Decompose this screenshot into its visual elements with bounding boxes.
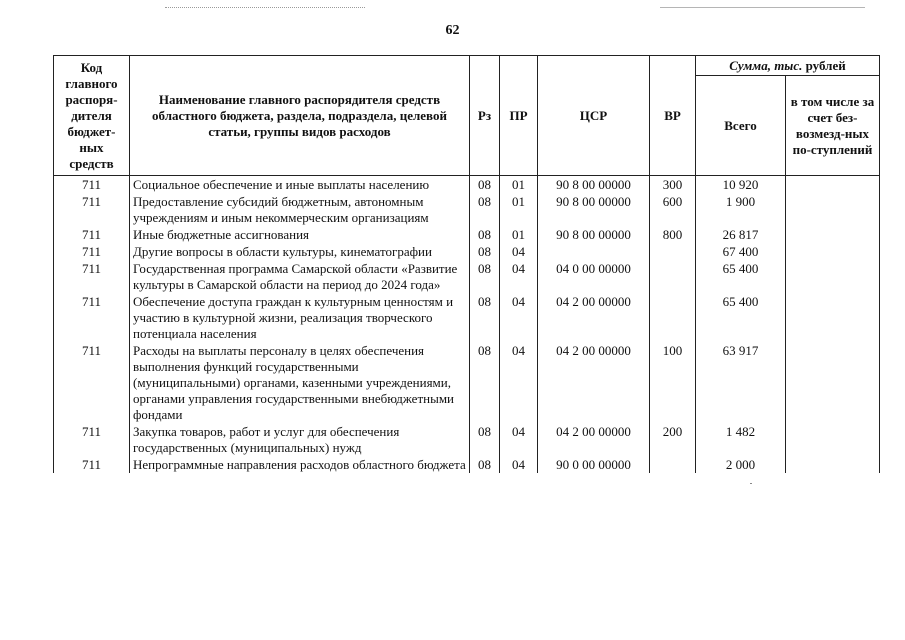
cell-name: Другие вопросы в области культуры, кинематографии (130, 243, 470, 260)
header-code: Код главного распоря-дителя бюджет-ных средств (54, 56, 130, 176)
cell-vr: 300 (650, 176, 696, 194)
cell-pr: 01 (500, 193, 538, 226)
cell-incl (786, 260, 880, 293)
cell-csr: 90 8 00 00000 (538, 193, 650, 226)
cell-total: 26 817 (696, 226, 786, 243)
cell-name: Иные бюджетные ассигнования (130, 226, 470, 243)
cell-pr: 04 (500, 260, 538, 293)
cell-pr: 04 (500, 342, 538, 423)
header-csr: ЦСР (538, 56, 650, 176)
cell-pr: 01 (500, 226, 538, 243)
table-row (54, 342, 880, 423)
scan-artifact-line (165, 7, 365, 8)
cell-rz: 08 (470, 342, 500, 423)
cell-code: 711 (54, 293, 130, 342)
cell-csr: 04 2 00 00000 (538, 423, 650, 456)
scan-artifact-speck (750, 483, 752, 484)
cell-csr: 04 0 00 00000 (538, 260, 650, 293)
cell-code: 711 (54, 193, 130, 226)
cell-rz: 08 (470, 176, 500, 194)
cell-incl (786, 193, 880, 226)
cell-csr: 04 2 00 00000 (538, 342, 650, 423)
table-row (54, 456, 880, 473)
cell-vr (650, 456, 696, 473)
cell-name: Непрограммные направления расходов областного бюджета (130, 456, 470, 473)
cell-rz: 08 (470, 423, 500, 456)
cell-total: 1 900 (696, 193, 786, 226)
cell-pr: 04 (500, 293, 538, 342)
cell-vr: 100 (650, 342, 696, 423)
cell-rz: 08 (470, 193, 500, 226)
cell-incl (786, 456, 880, 473)
cell-incl (786, 226, 880, 243)
header-incl: в том числе за счет без-возмезд-ных по-ступлений (786, 76, 880, 176)
cell-rz: 08 (470, 260, 500, 293)
cell-vr: 600 (650, 193, 696, 226)
header-sum-group-plain: рублей (805, 57, 846, 73)
header-sum-group (696, 56, 880, 76)
cell-csr: 04 2 00 00000 (538, 293, 650, 342)
cell-csr: 90 8 00 00000 (538, 176, 650, 194)
page-number: 62 (445, 23, 460, 38)
cell-vr: 800 (650, 226, 696, 243)
cell-name: Государственная программа Самарской области «Развитие культуры в Самарской области на период до 2024 года» (130, 260, 470, 293)
cell-rz: 08 (470, 226, 500, 243)
cell-code: 711 (54, 342, 130, 423)
cell-code: 711 (54, 260, 130, 293)
header-pr: ПР (500, 56, 538, 176)
header-rz: Рз (470, 56, 500, 176)
cell-csr: 90 0 00 00000 (538, 456, 650, 473)
cell-total: 65 400 (696, 293, 786, 342)
cell-total: 1 482 (696, 423, 786, 456)
cell-vr: 200 (650, 423, 696, 456)
cell-code: 711 (54, 176, 130, 194)
cell-code: 711 (54, 226, 130, 243)
table-row (54, 423, 880, 456)
cell-rz: 08 (470, 456, 500, 473)
cell-incl (786, 342, 880, 423)
cell-total: 10 920 (696, 176, 786, 194)
table-row (54, 176, 880, 194)
cell-code: 711 (54, 243, 130, 260)
cell-vr (650, 293, 696, 342)
cell-name: Закупка товаров, работ и услуг для обеспечения государственных (муниципальных) нужд (130, 423, 470, 456)
cell-vr (650, 243, 696, 260)
cell-rz: 08 (470, 293, 500, 342)
cell-pr: 01 (500, 176, 538, 194)
table-row (54, 226, 880, 243)
cell-name: Расходы на выплаты персоналу в целях обеспечения выполнения функций государственными (муниципальными) органами, казенными учреждениями, органами управления государственными внебюджетными фондами (130, 342, 470, 423)
cell-pr: 04 (500, 456, 538, 473)
header-name: Наименование главного распорядителя средств областного бюджета, раздела, подраздела, целевой статьи, группы видов расходов (130, 56, 470, 176)
table-body (54, 176, 880, 474)
cell-name: Обеспечение доступа граждан к культурным ценностям и участию в культурной жизни, реализация творческого потенциала населения (130, 293, 470, 342)
cell-total: 65 400 (696, 260, 786, 293)
cell-csr (538, 243, 650, 260)
budget-table (53, 55, 880, 473)
table-row (54, 260, 880, 293)
cell-incl (786, 423, 880, 456)
cell-pr: 04 (500, 243, 538, 260)
cell-code: 711 (54, 423, 130, 456)
table-row (54, 193, 880, 226)
table-row (54, 243, 880, 260)
cell-total: 63 917 (696, 342, 786, 423)
cell-rz: 08 (470, 243, 500, 260)
header-vr: ВР (650, 56, 696, 176)
cell-incl (786, 243, 880, 260)
cell-total: 2 000 (696, 456, 786, 473)
cell-code: 711 (54, 456, 130, 473)
cell-csr: 90 8 00 00000 (538, 226, 650, 243)
cell-name: Предоставление субсидий бюджетным, автономным учреждениям и иным некоммерческим организациям (130, 193, 470, 226)
cell-pr: 04 (500, 423, 538, 456)
scan-artifact-line (660, 7, 865, 8)
header-total: Всего (696, 76, 786, 176)
cell-incl (786, 176, 880, 194)
cell-incl (786, 293, 880, 342)
header-sum-group-italic: Сумма, тыс. (729, 57, 803, 73)
cell-name: Социальное обеспечение и иные выплаты населению (130, 176, 470, 194)
table-row (54, 293, 880, 342)
cell-vr (650, 260, 696, 293)
cell-total: 67 400 (696, 243, 786, 260)
